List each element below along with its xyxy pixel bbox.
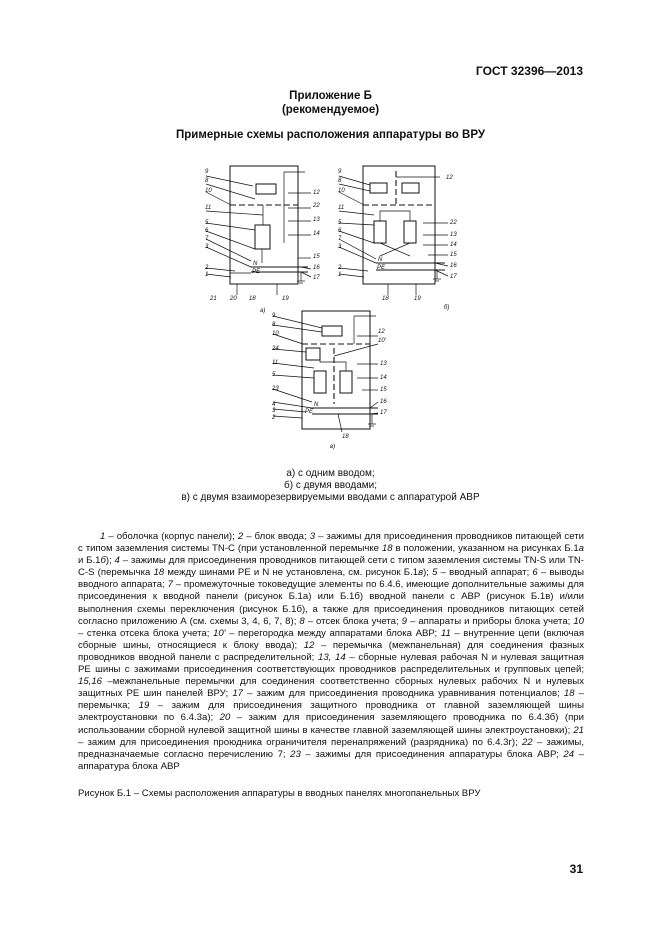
page-number: 31 bbox=[569, 862, 583, 876]
legend-number: 19 bbox=[138, 700, 150, 712]
legend-text: – выводы вводного аппарата; bbox=[78, 567, 585, 591]
caption-b: б) с двумя вводами; bbox=[284, 480, 377, 491]
callout: 14 bbox=[450, 242, 457, 248]
legend-text: ); bbox=[423, 567, 433, 579]
legend-number: 20 bbox=[219, 712, 231, 724]
legend-text: – отсек блока учета; bbox=[304, 615, 402, 627]
callout: 22 bbox=[313, 203, 320, 209]
legend-text: – перемычка (межпанельная) для соединения фазных проводников вводной панели с распределительной; bbox=[78, 639, 584, 663]
callout: 12 bbox=[446, 175, 453, 181]
legend-text: – перемычка; bbox=[78, 688, 584, 712]
callout: 10' bbox=[378, 338, 386, 344]
legend-text: – аппаратура блока АВР bbox=[78, 748, 584, 772]
callout: 14 bbox=[313, 231, 320, 237]
subfigure-label: а) bbox=[260, 308, 266, 314]
callout: 8 bbox=[272, 322, 276, 328]
legend-number: 4 bbox=[114, 555, 120, 567]
callout: 19 bbox=[282, 296, 289, 302]
legend-text: – зажим для присоединения защитного проводника от главной заземляющей шины электроустановки по 6.4.3а); bbox=[78, 700, 584, 724]
callout: 10 bbox=[205, 188, 212, 194]
legend-number: 7 bbox=[167, 579, 173, 591]
callout: 17 bbox=[380, 410, 387, 416]
legend-number: 18 bbox=[153, 567, 165, 579]
callout: 12 bbox=[378, 329, 385, 335]
callout: 1 bbox=[205, 272, 209, 278]
legend-number: а bbox=[578, 543, 585, 555]
legend-number: 2 bbox=[237, 531, 244, 542]
callout: 6 bbox=[205, 228, 209, 234]
callout: 21 bbox=[210, 296, 217, 302]
legend-text: – зажимы для присоединения проводников питающей сети с типом заземления системы TN-S или TN-C-S (перемычка bbox=[78, 555, 584, 579]
callout: 11 bbox=[205, 205, 212, 211]
avr-equipment bbox=[306, 348, 320, 360]
callout: 10 bbox=[338, 188, 345, 194]
legend-paragraph bbox=[78, 531, 584, 773]
legend-number: 17 bbox=[232, 688, 243, 700]
callout: 16 bbox=[450, 263, 457, 269]
callout: 6 bbox=[338, 228, 342, 234]
metering-device bbox=[256, 184, 276, 194]
callout: 2 bbox=[205, 265, 209, 271]
legend-text: – зажим для присоединения заземляющего проводника по 6.4.3б) (при использовании сборной нулевой защитной шины в качестве главной заземляющей шины электроустановки); bbox=[78, 712, 584, 736]
callout: 3 bbox=[272, 408, 276, 414]
legend-text: – стенка отсека блока учета; bbox=[78, 627, 213, 639]
diagram-c bbox=[272, 308, 402, 458]
callout: 2 bbox=[272, 415, 276, 421]
legend-text: – аппараты и приборы блока учета; bbox=[407, 615, 574, 627]
callout: 13 bbox=[450, 232, 457, 238]
legend-number: 21 bbox=[573, 724, 584, 736]
callout: 23 bbox=[272, 386, 279, 392]
caption-c: в) с двумя взаиморезервируемыми вводами с аппаратурой АВР bbox=[181, 492, 480, 503]
legend-text: – зажим для присоединения проюдника ограничителя перенапряжений (разрядника) по 6.4.3г); bbox=[78, 736, 522, 748]
callout: 17 bbox=[313, 275, 320, 281]
callout: 13 bbox=[313, 217, 320, 223]
callout: 17 bbox=[450, 274, 457, 280]
legend-text: – оболочка (корпус панели); bbox=[105, 531, 238, 542]
legend-number: 8 bbox=[299, 615, 305, 627]
callout: 14 bbox=[380, 375, 387, 381]
callout: 11 bbox=[272, 360, 279, 366]
metering-device-1 bbox=[370, 183, 387, 193]
callout: 8 bbox=[338, 178, 342, 184]
callout: 15 bbox=[450, 252, 457, 258]
legend-number: 15,16 bbox=[78, 676, 103, 688]
n-label: N bbox=[378, 257, 383, 263]
callout: 20 bbox=[230, 296, 237, 302]
callout: 9 bbox=[338, 169, 342, 175]
input-switch-2 bbox=[404, 221, 416, 243]
callout: 7 bbox=[205, 236, 209, 242]
legend-text: – блок ввода; bbox=[243, 531, 310, 542]
callout: 9 bbox=[272, 313, 276, 319]
callout: 3 bbox=[205, 244, 209, 250]
pe-label: PE bbox=[252, 269, 261, 275]
figure-variant-captions bbox=[0, 468, 661, 504]
metering-device bbox=[322, 326, 342, 336]
legend-text: между шинами PE и N не установлена, см. рисунок Б.1 bbox=[164, 567, 419, 579]
document-code: ГОСТ 32396—2013 bbox=[475, 64, 583, 78]
pe-label: PE bbox=[377, 265, 386, 271]
legend-number: 10 bbox=[573, 615, 584, 627]
callout: 5 bbox=[205, 220, 209, 226]
callout: 8 bbox=[205, 178, 209, 184]
legend-number: б bbox=[100, 555, 106, 567]
legend-number: 22 bbox=[521, 736, 533, 748]
callout: 5 bbox=[272, 372, 276, 378]
legend-number: 24 bbox=[563, 748, 575, 760]
legend-text: и Б.1 bbox=[78, 555, 101, 567]
n-label: N bbox=[314, 402, 319, 408]
callout: 16 bbox=[313, 265, 320, 271]
callout: 15 bbox=[313, 254, 320, 260]
pe-label: PE bbox=[305, 409, 314, 415]
subfigure-label: в) bbox=[330, 444, 336, 450]
figure-caption: Рисунок Б.1 – Схемы расположения аппаратуры в вводных панелях многопанельных ВРУ bbox=[78, 788, 481, 799]
legend-number: 9 bbox=[401, 615, 408, 627]
legend-number: в bbox=[418, 567, 424, 579]
legend-number: 23 bbox=[290, 748, 301, 760]
callout: 18 bbox=[342, 434, 349, 440]
n-label: N bbox=[253, 261, 258, 267]
input-switch bbox=[255, 225, 270, 249]
legend-number: 18 bbox=[381, 543, 393, 555]
callout: 10 bbox=[272, 331, 279, 337]
legend-number: 3 bbox=[309, 531, 316, 542]
callout: 12 bbox=[313, 190, 320, 196]
callout: 3 bbox=[338, 244, 342, 250]
input-switch-1 bbox=[314, 371, 326, 393]
callout: 13 bbox=[380, 361, 387, 367]
input-switch-1 bbox=[374, 221, 386, 243]
callout: 11 bbox=[338, 205, 345, 211]
legend-text: – перегородка между аппаратами блока АВР; bbox=[225, 627, 441, 639]
legend-text: – сборные нулевая рабочая N и нулевая защитная PE шины с зажимами присоединения соответствующих проводников распределительных и групповых цепей; bbox=[78, 651, 584, 676]
diagram-a bbox=[205, 163, 335, 313]
legend-number: 13, 14 bbox=[318, 651, 346, 663]
callout: 18 bbox=[249, 296, 256, 302]
diagram-b bbox=[338, 163, 468, 313]
callout: 7 bbox=[338, 236, 342, 242]
subfigure-label: б) bbox=[444, 305, 450, 311]
callout: 2 bbox=[338, 265, 342, 271]
legend-number: 11 bbox=[440, 627, 451, 639]
legend-number: 6 bbox=[532, 567, 538, 579]
callout: 19 bbox=[414, 296, 421, 302]
callout: 18 bbox=[382, 296, 389, 302]
caption-a: а) с одним вводом; bbox=[286, 468, 375, 479]
callout: 15 bbox=[380, 387, 387, 393]
metering-device-2 bbox=[402, 183, 419, 193]
callout: 1 bbox=[338, 272, 342, 278]
legend-number: 10' bbox=[212, 627, 226, 639]
legend-number: 5 bbox=[432, 567, 438, 579]
section-title: Примерные схемы расположения аппаратуры во ВРУ bbox=[175, 129, 486, 141]
callout: 4 bbox=[272, 402, 276, 408]
appendix-subtitle: (рекомендуемое) bbox=[281, 104, 380, 116]
legend-text: – зажимы для присоединения аппаратуры блока АВР; bbox=[300, 748, 564, 760]
legend-number: 18 bbox=[563, 688, 575, 700]
legend-text: в положении, указанном на рисунках Б.1 bbox=[392, 543, 579, 555]
legend-number: 1 bbox=[100, 531, 106, 542]
callout: 16 bbox=[380, 399, 387, 405]
callout: 24 bbox=[272, 346, 279, 352]
legend-number: 12 bbox=[303, 639, 315, 651]
callout: 9 bbox=[205, 169, 209, 175]
legend-text: – зажимы, предназначаемые согласно перечислению 7; bbox=[78, 736, 584, 760]
legend-text: – вводный аппарат; bbox=[437, 567, 533, 579]
callout: 5 bbox=[338, 220, 342, 226]
legend-text: ); bbox=[105, 555, 115, 567]
legend-text: – зажим для присоединения проводника уравнивания потенциалов; bbox=[243, 688, 564, 700]
legend-text: – промежуточные токоведущие элементы по 6.4.6, имеющие дополнительные зажимы для присоединения к вводной панели (рисунок Б.1а) или Б.1б) вводной панели с АВР (рисунок Б.1в) и/или выполнения схемы переключения (рисунок Б.1б), а также для присоединения проводников питающих сетей согласно приложению А (см. схемы 3, 4, 6, 7, 8); bbox=[78, 579, 584, 627]
legend-text: –межпанельные перемычки для соединения соответственно сборных нулевых рабочих N и нулевых защитных PE шин панелей ВРУ; bbox=[78, 676, 584, 700]
legend-text: – зажимы для присоединения проводников питающей сети с типом заземления системы TN-C (при установленной перемычке bbox=[78, 531, 584, 555]
callout: 22 bbox=[450, 220, 457, 226]
appendix-title: Приложение Б bbox=[289, 90, 372, 102]
input-switch-2 bbox=[340, 371, 352, 393]
legend-text: – внутренние цепи (включая сборные шины, относящиеся к блоку ввода); bbox=[78, 627, 585, 651]
